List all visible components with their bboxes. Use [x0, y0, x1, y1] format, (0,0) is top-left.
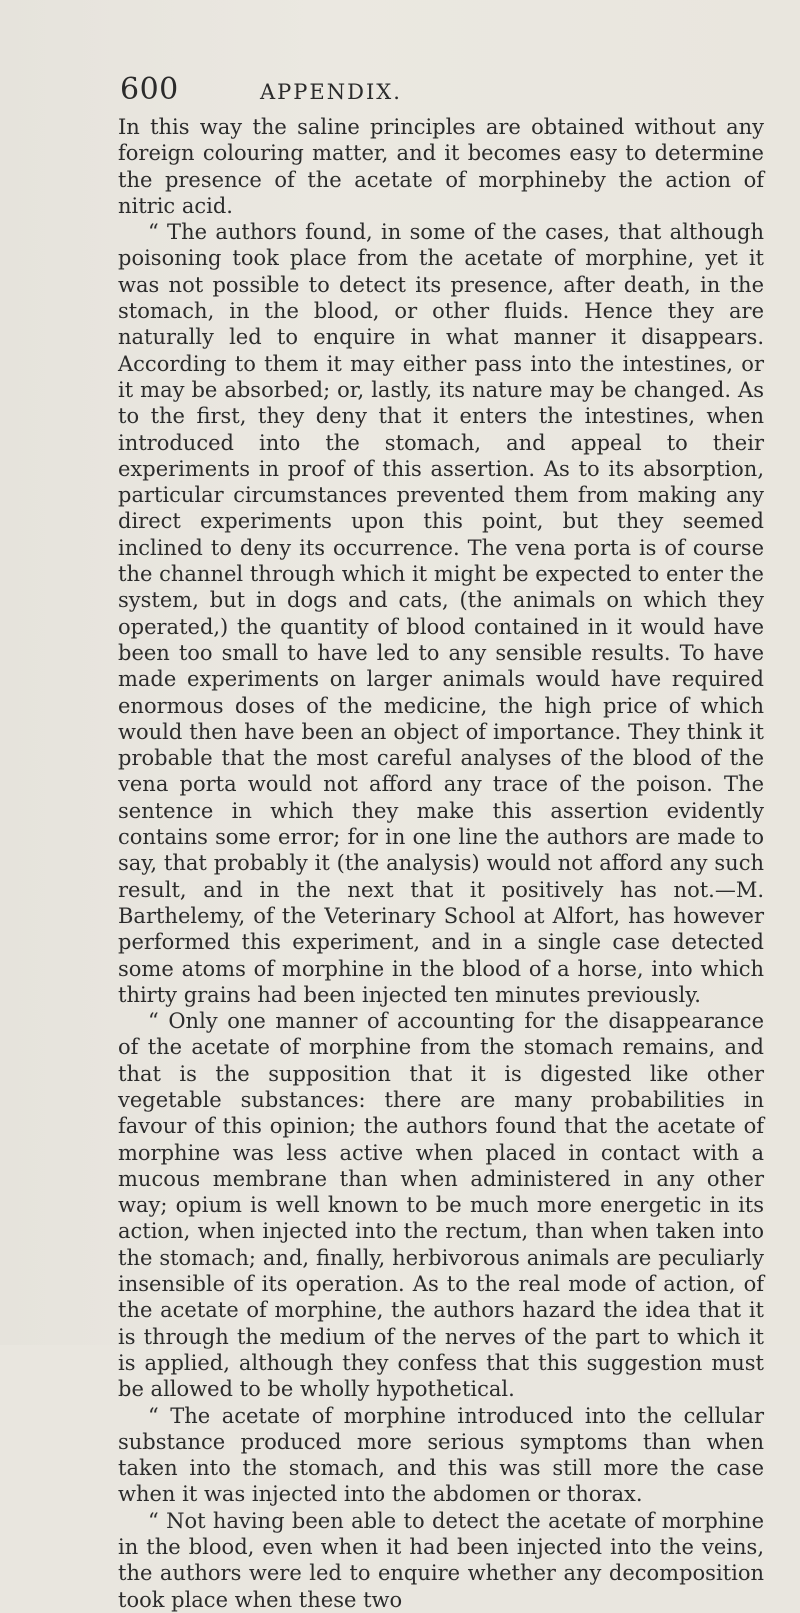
paragraph: “ Only one manner of accounting for the disappearance of the acetate of morphine from the stomach remains, and that is the supposition that it is digested like other vegetable substances: there are many probabilities in favour of this opinion; the authors found that the acetate of morphine was less active when placed in contact with a mucous membrane than when administered in any other way; opium is well known to be much more energetic in its action, when injected into the rectum, than when taken into the stomach; and, finally, herbivorous animals are peculiarly insensible of its operation. As to the real mode of action, of the acetate of morphine, the authors hazard the idea that it is through the medium of the nerves of the part to which it is applied, although they confess that this suggestion must be allowed to be wholly hypothetical.	[118, 1009, 764, 1402]
paragraph: “ Not having been able to detect the acetate of morphine in the blood, even when it had been injected into the veins, the authors were led to enquire whether any decomposition took place when these two	[118, 1508, 764, 1612]
page-header	[120, 72, 760, 112]
paragraph: “ The acetate of morphine introduced into the cellular substance produced more serious symptoms than when taken into the stomach, and this was still more the case when it was injected into the abdomen or thorax.	[118, 1403, 764, 1507]
paragraph: “ The authors found, in some of the cases, that although poisoning took place from the acetate of morphine, yet it was not possible to detect its presence, after death, in the stomach, in the blood, or other fluids. Hence they are naturally led to enquire in what manner it disappears. According to them it may either pass into the intestines, or it may be absorbed; or, lastly, its nature may be changed. As to the first, they deny that it enters the intestines, when introduced into the stomach, and appeal to their experiments in proof of this assertion. As to its absorption, particular circumstances prevented them from making any direct experiments upon this point, but they seemed inclined to deny its occurrence. The vena porta is of course the channel through which it might be expected to enter the system, but in dogs and cats, (the animals on which they operated,) the quantity of blood contained in it would have been too small to have led to any sensible results. To have made experiments on larger animals would have required enormous doses of the medicine, the high price of which would then have been an object of importance. They think it probable that the most careful analyses of the blood of the vena porta would not afford any trace of the poison. The sentence in which they make this assertion evidently contains some error; for in one line the authors are made to say, that probably it (the analysis) would not afford any such result, and in the next that it positively has not.—M. Barthelemy, of the Veterinary School at Alfort, has however performed this experiment, and in a single case detected some atoms of morphine in the blood of a horse, into which thirty grains had been injected ten minutes previously.	[118, 220, 764, 1007]
body-text	[118, 114, 764, 1613]
paragraph: In this way the saline principles are obtained without any foreign colouring matter, and it becomes easy to determine the presence of the acetate of morphineby the action of nitric acid.	[118, 115, 764, 218]
running-title: APPENDIX.	[260, 80, 402, 104]
page-number: 600	[120, 72, 179, 107]
